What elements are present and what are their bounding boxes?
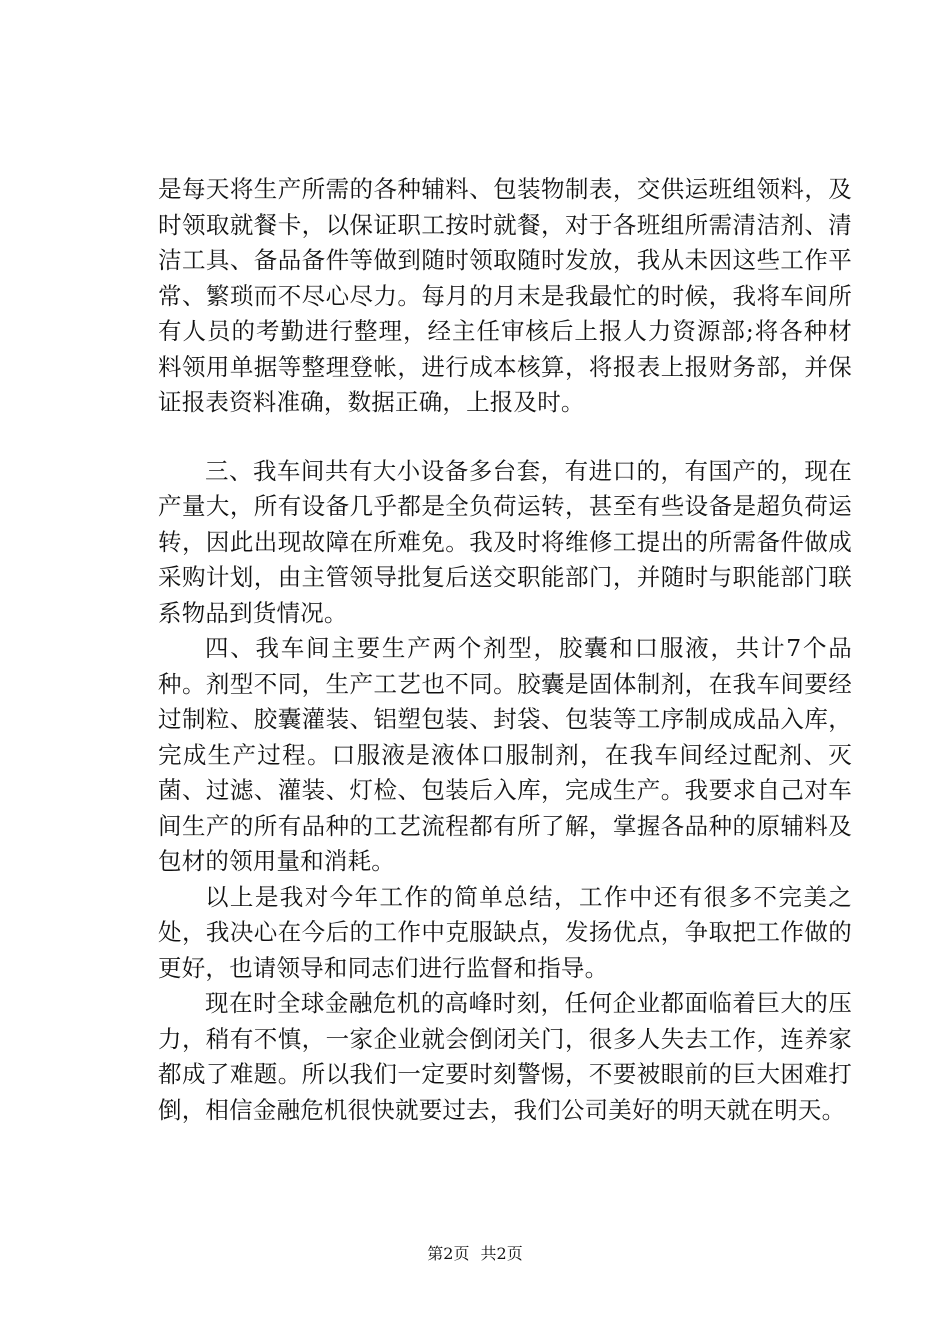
paragraph-1: 是每天将生产所需的各种辅料、包装物制表，交供运班组领料，及时领取就餐卡，以保证职工按时就餐，对于各班组所需清洁剂、清洁工具、备品备件等做到随时领取随时发放，我从未因这些工作平常、繁琐而不尽心尽力。每月的月末是我最忙的时候，我将车间所有人员的考勤进行整理，经主任审核后上报人力资源部;将各种材料领用单据等整理登帐，进行成本核算，将报表上报财务部，并保证报表资料准确，数据正确，上报及时。	[158, 175, 852, 416]
paragraph-5: 现在时全球金融危机的高峰时刻，任何企业都面临着巨大的压力，稍有不慎，一家企业就会倒闭关门，很多人失去工作，连养家都成了难题。所以我们一定要时刻警惕，不要被眼前的巨大困难打倒，相信金融危机很快就要过去，我们公司美好的明天就在明天。	[158, 989, 852, 1124]
page-total: 共2页	[480, 1244, 523, 1263]
paragraph-3: 四、我车间主要生产两个剂型，胶囊和口服液，共计7个品种。剂型不同，生产工艺也不同。胶囊是固体制剂，在我车间要经过制粒、胶囊灌装、铝塑包装、封袋、包装等工序制成成品入库，完成生产过程。口服液是液体口服制剂，在我车间经过配剂、灭菌、过滤、灌装、灯检、包装后入库，完成生产。我要求自己对车间生产的所有品种的工艺流程都有所了解，掌握各品种的原辅料及包材的领用量和消耗。	[158, 634, 852, 875]
document-body	[158, 172, 852, 1128]
paragraph-2: 三、我车间共有大小设备多台套，有进口的，有国产的，现在产量大，所有设备几乎都是全负荷运转，甚至有些设备是超负荷运转，因此出现故障在所难免。我及时将维修工提出的所需备件做成采购计划，由主管领导批复后送交职能部门，并随时与职能部门联系物品到货情况。	[158, 456, 852, 627]
paragraph-4: 以上是我对今年工作的简单总结，工作中还有很多不完美之处，我决心在今后的工作中克服缺点，发扬优点，争取把工作做的更好，也请领导和同志们进行监督和指导。	[158, 882, 852, 982]
paragraph-gap	[158, 421, 852, 454]
page-number: 第2页	[427, 1244, 470, 1263]
page-footer	[0, 1244, 950, 1264]
